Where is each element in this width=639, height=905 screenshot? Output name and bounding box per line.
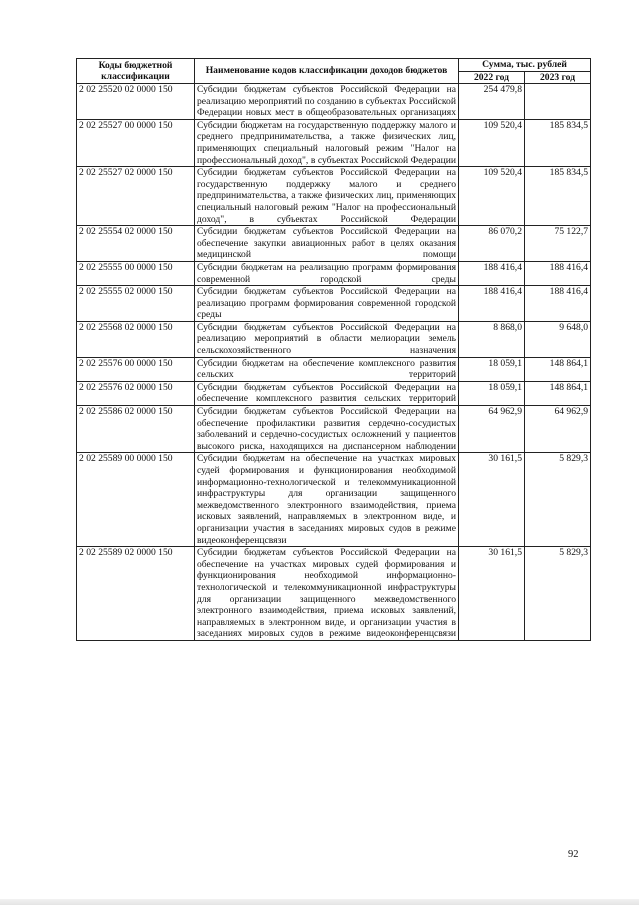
- row-amount-2023: 188 416,4: [525, 286, 591, 322]
- row-code: 2 02 25527 02 0000 150: [77, 167, 195, 226]
- table-body: [77, 84, 591, 641]
- row-name: Субсидии бюджетам субъектов Российской Федерации на реализацию программ формирования современной городской среды: [195, 286, 459, 322]
- row-amount-2023: [525, 84, 591, 120]
- row-amount-2023: 64 962,9: [525, 406, 591, 453]
- table-row: [77, 167, 591, 226]
- row-amount-2022: 18 059,1: [459, 381, 525, 405]
- row-amount-2023: 148 864,1: [525, 381, 591, 405]
- row-amount-2022: 18 059,1: [459, 357, 525, 381]
- row-amount-2022: 254 479,8: [459, 84, 525, 120]
- row-amount-2023: 5 829,3: [525, 547, 591, 641]
- row-amount-2022: 64 962,9: [459, 406, 525, 453]
- row-name: Субсидии бюджетам субъектов Российской Федерации на реализацию мероприятий в области мелиорации земель сельскохозяйственного назначения: [195, 321, 459, 357]
- row-name: Субсидии бюджетам на обеспечение на участках мировых судей формирования и функционирования необходимой информационно-технологической и телекоммуникационной инфраструктуры для организации защищенного межведомственного электронного взаимодействия, приема исковых заявлений, направляемых в электронном виде, и организации участия в заседаниях мировых судов в режиме видеоконференцсвязи: [195, 453, 459, 547]
- scan-edge: [0, 899, 639, 905]
- row-code: 2 02 25576 02 0000 150: [77, 381, 195, 405]
- row-amount-2022: 109 520,4: [459, 167, 525, 226]
- row-amount-2022: 109 520,4: [459, 119, 525, 166]
- row-name: Субсидии бюджетам на государственную поддержку малого и среднего предпринимательства, а также физических лиц, применяющих специальный налоговый режим "Налог на профессиональный доход", в субъектах Российской Федерации: [195, 119, 459, 166]
- header-name: Наименование кодов классификации доходов бюджетов: [195, 59, 459, 84]
- row-code: 2 02 25527 00 0000 150: [77, 119, 195, 166]
- table-header: [77, 59, 591, 84]
- row-amount-2023: 75 122,7: [525, 226, 591, 262]
- row-code: 2 02 25568 02 0000 150: [77, 321, 195, 357]
- row-name: Субсидии бюджетам на реализацию программ формирования современной городской среды: [195, 261, 459, 285]
- row-code: 2 02 25589 02 0000 150: [77, 547, 195, 641]
- table-row: [77, 547, 591, 641]
- row-code: 2 02 25589 00 0000 150: [77, 453, 195, 547]
- row-amount-2023: 185 834,5: [525, 119, 591, 166]
- row-name: Субсидии бюджетам субъектов Российской Федерации на реализацию мероприятий по созданию в субъектах Российской Федерации новых мест в общеобразовательных организациях: [195, 84, 459, 120]
- row-amount-2022: 30 161,5: [459, 453, 525, 547]
- row-code: 2 02 25554 02 0000 150: [77, 226, 195, 262]
- row-amount-2022: 86 070,2: [459, 226, 525, 262]
- table-row: [77, 357, 591, 381]
- table-row: [77, 84, 591, 120]
- budget-table: [76, 58, 591, 641]
- table-row: [77, 321, 591, 357]
- row-amount-2023: 188 416,4: [525, 261, 591, 285]
- row-code: 2 02 25555 00 0000 150: [77, 261, 195, 285]
- row-amount-2022: 8 868,0: [459, 321, 525, 357]
- row-name: Субсидии бюджетам субъектов Российской Федерации на государственную поддержку малого и среднего предпринимательства, а также физических лиц, применяющих специальный налоговый режим "Налог на профессиональный доход", в субъектах Российской Федерации: [195, 167, 459, 226]
- header-year-2022: 2022 год: [459, 71, 525, 84]
- row-code: 2 02 25586 02 0000 150: [77, 406, 195, 453]
- row-amount-2023: 185 834,5: [525, 167, 591, 226]
- row-name: Субсидии бюджетам субъектов Российской Федерации на обеспечение закупки авиационных работ в целях оказания медицинской помощи: [195, 226, 459, 262]
- table-row: [77, 406, 591, 453]
- header-amount: Сумма, тыс. рублей: [459, 59, 591, 72]
- row-name: Субсидии бюджетам субъектов Российской Федерации на обеспечение профилактики развития сердечно-сосудистых заболеваний и сердечно-сосудистых осложнений у пациентов высокого риска, находящихся на диспансерном наблюдении: [195, 406, 459, 453]
- table-row: [77, 381, 591, 405]
- row-amount-2022: 188 416,4: [459, 286, 525, 322]
- table-row: [77, 119, 591, 166]
- row-name: Субсидии бюджетам субъектов Российской Федерации на обеспечение комплексного развития сельских территорий: [195, 381, 459, 405]
- row-name: Субсидии бюджетам субъектов Российской Федерации на обеспечение на участках мировых судей формирования и функционирования необходимой информационно-технологической и телекоммуникационной инфраструктуры для организации защищенного межведомственного электронного взаимодействия, приема исковых заявлений, направляемых в электронном виде, и организации участия в заседаниях мировых судов в режиме видеоконференцсвязи: [195, 547, 459, 641]
- table-row: [77, 453, 591, 547]
- row-amount-2023: 148 864,1: [525, 357, 591, 381]
- row-amount-2022: 30 161,5: [459, 547, 525, 641]
- row-code: 2 02 25555 02 0000 150: [77, 286, 195, 322]
- row-code: 2 02 25576 00 0000 150: [77, 357, 195, 381]
- page-number: 92: [568, 849, 579, 860]
- table-row: [77, 286, 591, 322]
- row-name: Субсидии бюджетам на обеспечение комплексного развития сельских территорий: [195, 357, 459, 381]
- table-row: [77, 261, 591, 285]
- header-codes: Коды бюджетной классификации: [77, 59, 195, 84]
- row-code: 2 02 25520 02 0000 150: [77, 84, 195, 120]
- header-year-2023: 2023 год: [525, 71, 591, 84]
- row-amount-2023: 9 648,0: [525, 321, 591, 357]
- row-amount-2023: 5 829,3: [525, 453, 591, 547]
- row-amount-2022: 188 416,4: [459, 261, 525, 285]
- table-row: [77, 226, 591, 262]
